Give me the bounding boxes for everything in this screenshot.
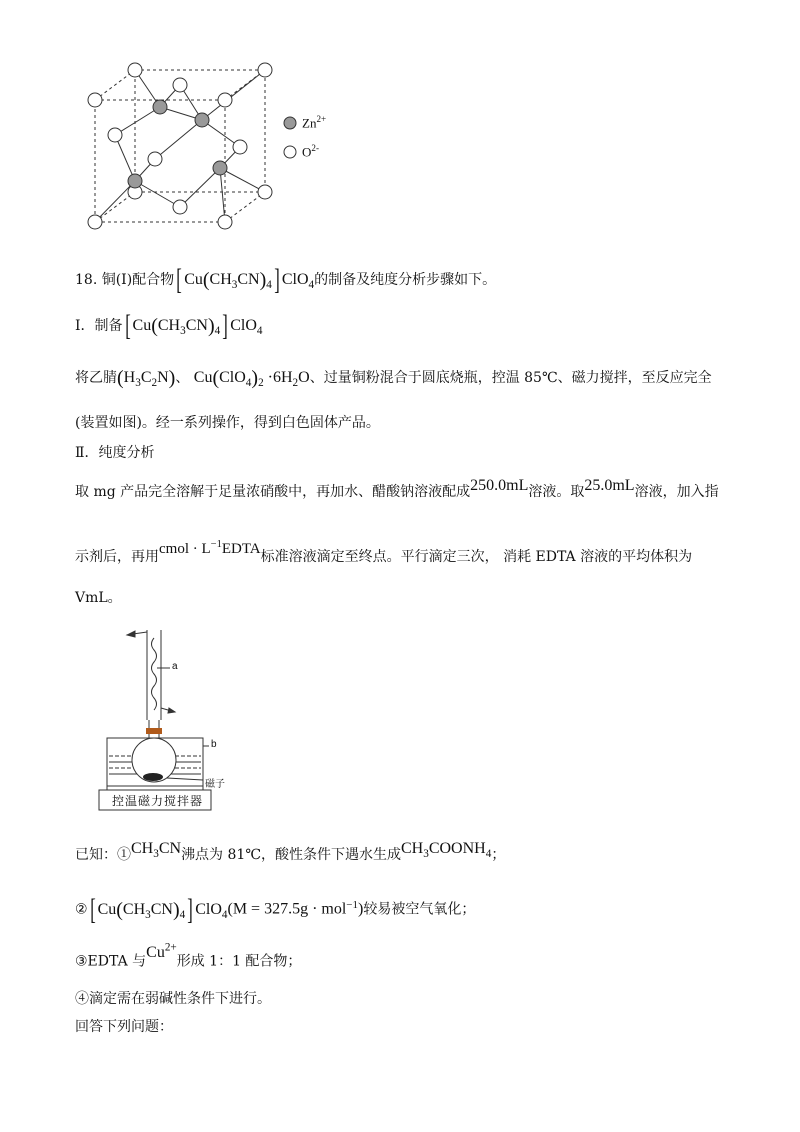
paragraph-3	[75, 477, 719, 502]
known-4: ④滴定需在弱碱性条件下进行。	[75, 991, 271, 1007]
formula-complex-2: [ $Cu(CH_3CN)_4$] ClO$_4$	[124, 309, 263, 342]
known-3-text-a: ③EDTA 与	[75, 953, 147, 970]
volume-250: 250.0mL	[470, 477, 529, 494]
q18-intro-a: 铜(Ⅰ)配合物	[101, 272, 175, 288]
known-1-end: ；	[491, 847, 506, 863]
formula-edta-concentration: cmol · $L^{-1}EDTA$	[159, 539, 261, 557]
formula-complex-3: [ $Cu(CH_3CN)_4$] ClO$_4$	[89, 892, 228, 926]
section-2-heading: Ⅱ．纯度分析	[75, 445, 155, 461]
legend-o-charge: 2-	[311, 143, 319, 153]
known-2-lead: ②	[75, 901, 88, 918]
formula-copper-perchlorate: $Cu(ClO_4)_2 \cdot 6H_2O$	[193, 367, 310, 390]
molar-mass-exp: −1	[346, 899, 359, 911]
paragraph-2: (装置如图)。经一系列操作，得到白色固体产品。	[75, 415, 380, 431]
paragraph-4	[75, 539, 693, 567]
molar-mass-close: )	[358, 900, 364, 918]
legend-zn	[302, 114, 326, 131]
legend-zn-charge: 2+	[316, 114, 327, 124]
q18-number: 18.	[75, 272, 98, 288]
legend-o	[302, 143, 319, 160]
p1-text-a: 将乙腈	[75, 370, 117, 386]
p4-text-b: 标准溶液滴定至终点。平行滴定三次， 消耗 EDTA 溶液的平均体积为	[260, 549, 693, 565]
known-lead: 已知：①	[75, 847, 131, 863]
q18-intro-b: 的制备及纯度分析步骤如下。	[314, 272, 497, 288]
formula-complex: [ $Cu(CH_3CN)_4$] ClO$_4$	[176, 263, 315, 296]
q18-intro	[75, 263, 497, 296]
known-3	[75, 942, 302, 971]
paragraph-5: VmL。	[75, 590, 122, 606]
answer-prompt: 回答下列问题：	[75, 1019, 173, 1035]
p3-text-c: 溶液，加入指	[634, 484, 719, 500]
formula-acetonitrile: $(H_3C_2N)$	[117, 367, 176, 390]
formula-cu-ion: $Cu^{2+}$	[146, 942, 177, 962]
molar-mass: (M = 327.5g · mol	[227, 900, 347, 918]
label-b: b	[211, 739, 217, 750]
legend-o-symbol: O	[302, 144, 312, 160]
p3-text-a: 取 mg 产品完全溶解于足量浓硝酸中，再加水、醋酸钠溶液配成	[75, 484, 471, 500]
known-1-text: 沸点为 81℃，酸性条件下遇水生成	[181, 847, 401, 863]
known-2	[75, 892, 476, 926]
label-stir-bar: 磁子	[205, 779, 225, 790]
stirrer-base-label: 控温磁力搅拌器	[112, 794, 204, 808]
section-1-label: Ⅰ．制备	[75, 318, 123, 334]
volume-25: 25.0mL	[584, 477, 635, 494]
p1-text-c: 、过量铜粉混合于圆底烧瓶，控温 85℃、磁力搅拌，至反应完全	[309, 370, 712, 386]
p1-text-b: 、	[175, 370, 190, 386]
formula-ammonium-acetate: $CH_3COONH_4$	[401, 840, 492, 861]
label-a: a	[172, 661, 178, 672]
p3-text-b: 溶液。取	[528, 484, 585, 500]
apparatus-figure	[95, 620, 255, 815]
formula-acetonitrile-2: $CH_3CN$	[131, 840, 182, 861]
known-1	[75, 840, 506, 870]
known-2-text: 较易被空气氧化；	[363, 901, 476, 918]
known-3-text-b: 形成 1：1 配合物；	[176, 953, 302, 970]
p4-text-a: 示剂后，再用	[75, 549, 159, 565]
legend-zn-symbol: Zn	[302, 115, 317, 131]
paragraph-1	[75, 368, 712, 393]
section-1-heading	[75, 309, 263, 342]
